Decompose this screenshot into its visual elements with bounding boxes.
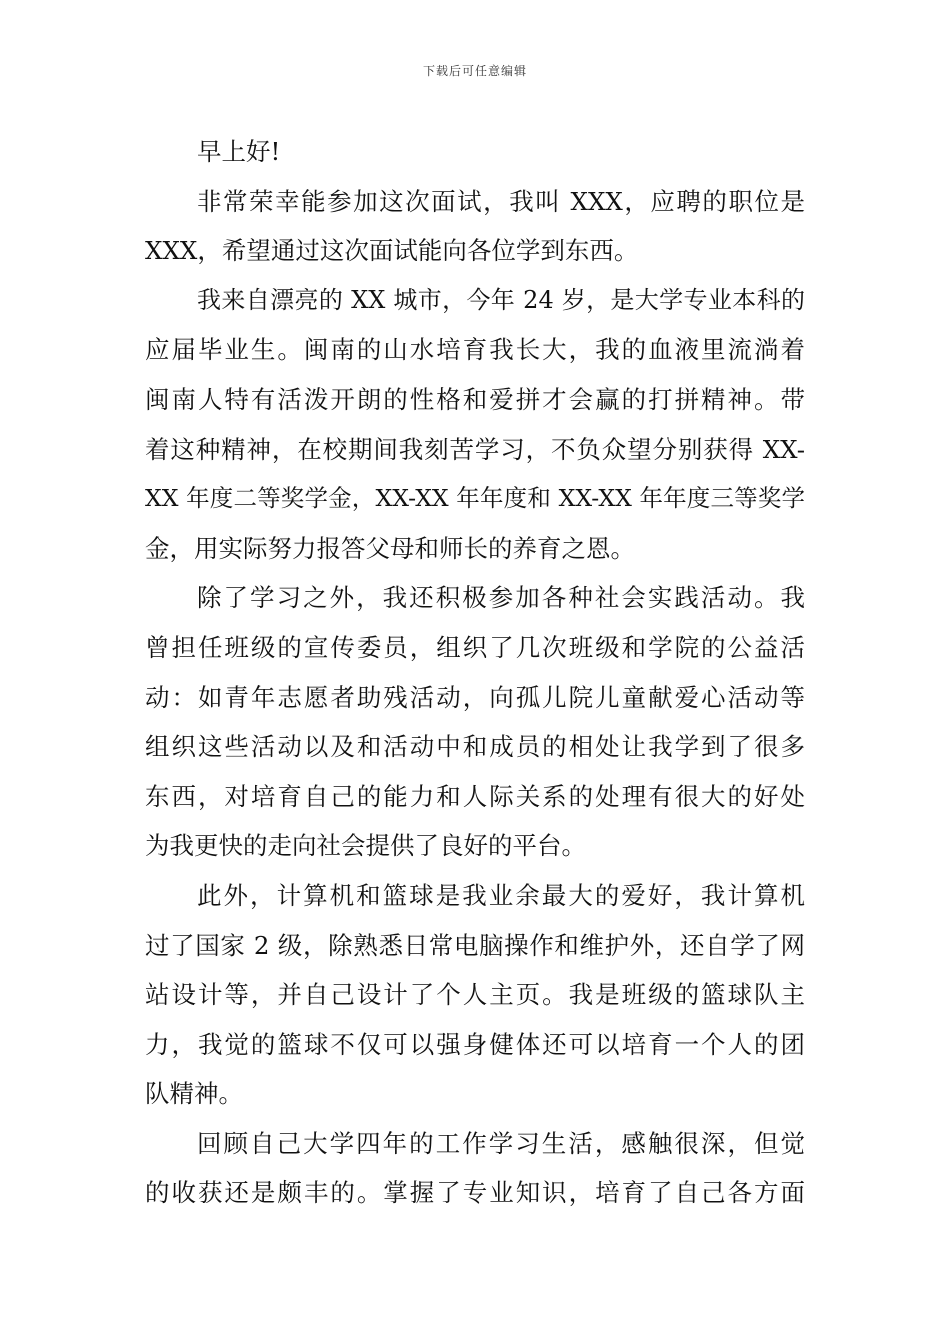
text-line: 金，用实际努力报答父母和师长的养育之恩。 xyxy=(145,533,635,563)
text-line: 除了学习之外，我还积极参加各种社会实践活动。我 xyxy=(197,583,805,613)
text-line: XX 年度二等奖学金，XX-XX 年年度和 XX-XX 年年度三等奖学 xyxy=(145,484,805,513)
document-body xyxy=(145,127,805,1218)
page-header: 下载后可任意编辑 xyxy=(422,64,527,78)
text-line: 着这种精神，在校期间我刻苦学习，不负众望分别获得 XX- xyxy=(145,434,805,464)
text-line: 早上好! xyxy=(197,137,281,166)
text-line: 力，我觉的篮球不仅可以强身健体还可以培育一个人的团 xyxy=(145,1029,805,1059)
text-line: 此外，计算机和篮球是我业余最大的爱好，我计算机 xyxy=(197,880,805,910)
text-line: 回顾自己大学四年的工作学习生活，感触很深，但觉 xyxy=(197,1128,805,1158)
text-line: 过了国家 2 级，除熟悉日常电脑操作和维护外，还自学了网 xyxy=(145,930,805,960)
text-line: 我来自漂亮的 XX 城市，今年 24 岁，是大学专业本科的 xyxy=(197,285,805,314)
text-line: 队精神。 xyxy=(145,1079,243,1109)
text-line: 站设计等，并自己设计了个人主页。我是班级的篮球队主 xyxy=(145,980,805,1010)
text-line: 为我更快的走向社会提供了良好的平台。 xyxy=(145,831,586,861)
text-line: 曾担任班级的宣传委员，组织了几次班级和学院的公益活 xyxy=(145,632,805,662)
text-line: 组织这些活动以及和活动中和成员的相处让我学到了很多 xyxy=(145,732,805,762)
text-line: 动：如青年志愿者助残活动，向孤儿院儿童献爱心活动等 xyxy=(145,682,805,712)
text-line: 非常荣幸能参加这次面试，我叫 XXX，应聘的职位是 xyxy=(197,186,805,216)
text-line: 闽南人特有活泼开朗的性格和爱拼才会赢的打拼精神。带 xyxy=(145,384,805,414)
text-line: 应届毕业生。闽南的山水培育我长大，我的血液里流淌着 xyxy=(145,335,805,365)
text-line: 的收获还是颇丰的。掌握了专业知识，培育了自己各方面 xyxy=(145,1178,805,1208)
text-line: XXX，希望通过这次面试能向各位学到东西。 xyxy=(145,236,639,266)
text-line: 东西，对培育自己的能力和人际关系的处理有很大的好处 xyxy=(145,781,805,811)
